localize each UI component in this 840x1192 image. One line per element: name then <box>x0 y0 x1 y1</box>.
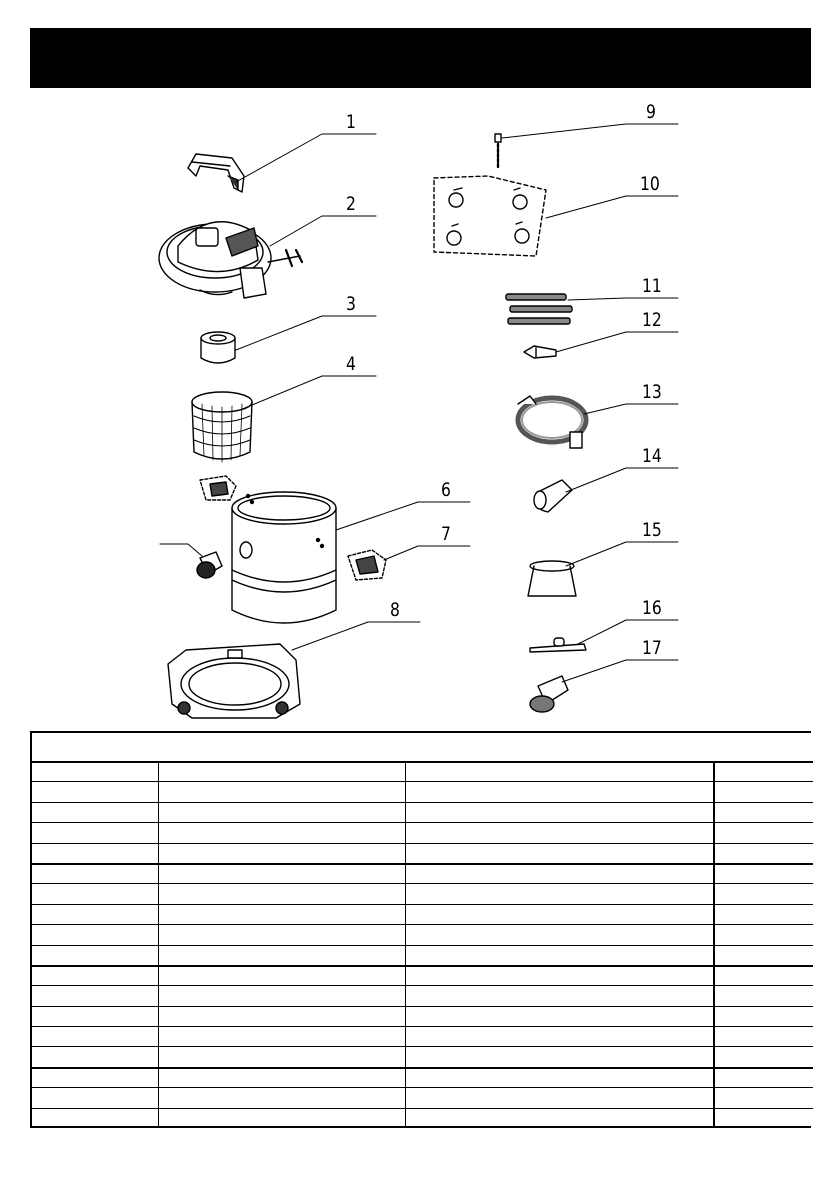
part-cartridge-filter <box>192 392 252 462</box>
callout-4: 4 <box>346 353 356 375</box>
table-row-line <box>32 802 813 803</box>
callout-7: 7 <box>441 523 451 545</box>
table-row-line <box>32 883 813 884</box>
part-tank <box>232 492 336 623</box>
table-row-line <box>32 1087 813 1088</box>
callout-3: 3 <box>346 293 356 315</box>
callout-14: 14 <box>642 445 662 467</box>
part-handle <box>188 154 244 192</box>
callout-9: 9 <box>646 101 656 123</box>
part-filter-sleeve <box>201 332 235 363</box>
table-row-line <box>32 1108 813 1109</box>
callout-8: 8 <box>390 599 400 621</box>
part-latch-right <box>348 550 386 580</box>
part-filter-bag <box>528 561 576 596</box>
part-latch-left <box>200 476 236 500</box>
part-drain-plug <box>197 552 222 578</box>
column-divider <box>713 761 715 1128</box>
callout-15: 15 <box>642 519 662 541</box>
column-divider <box>158 761 159 1128</box>
callout-10: 10 <box>640 173 660 195</box>
callout-2: 2 <box>346 193 356 215</box>
part-utility-nozzle <box>534 480 572 512</box>
table-row-line <box>32 822 813 823</box>
callout-13: 13 <box>642 381 662 403</box>
parts-list-table <box>30 731 811 1128</box>
column-divider <box>405 761 406 1128</box>
part-screw <box>495 134 501 168</box>
table-row-line <box>32 863 813 865</box>
table-row-line <box>32 761 813 763</box>
table-row-line <box>32 985 813 986</box>
part-caster-base <box>168 644 300 718</box>
table-row-line <box>32 945 813 946</box>
table-row-line <box>32 1006 813 1007</box>
callout-1: 1 <box>346 111 356 133</box>
table-row-line <box>32 965 813 967</box>
callout-16: 16 <box>642 597 662 619</box>
callout-12: 12 <box>642 309 662 331</box>
table-row-line <box>32 904 813 905</box>
callout-6: 6 <box>441 479 451 501</box>
table-title <box>32 733 811 761</box>
part-casters <box>434 176 546 256</box>
table-row-line <box>32 924 813 925</box>
table-row-line <box>32 1046 813 1047</box>
table-row-line <box>32 781 813 782</box>
part-floor-nozzle <box>530 638 586 652</box>
callout-17: 17 <box>642 637 662 659</box>
part-extension-wands <box>506 294 572 324</box>
callout-11: 11 <box>642 275 662 297</box>
part-hose <box>518 396 586 448</box>
part-motor-head <box>159 222 302 298</box>
table-row-line <box>32 843 813 844</box>
table-row-line <box>32 1026 813 1027</box>
part-crevice-tool <box>524 346 556 358</box>
table-row-line <box>32 1067 813 1069</box>
